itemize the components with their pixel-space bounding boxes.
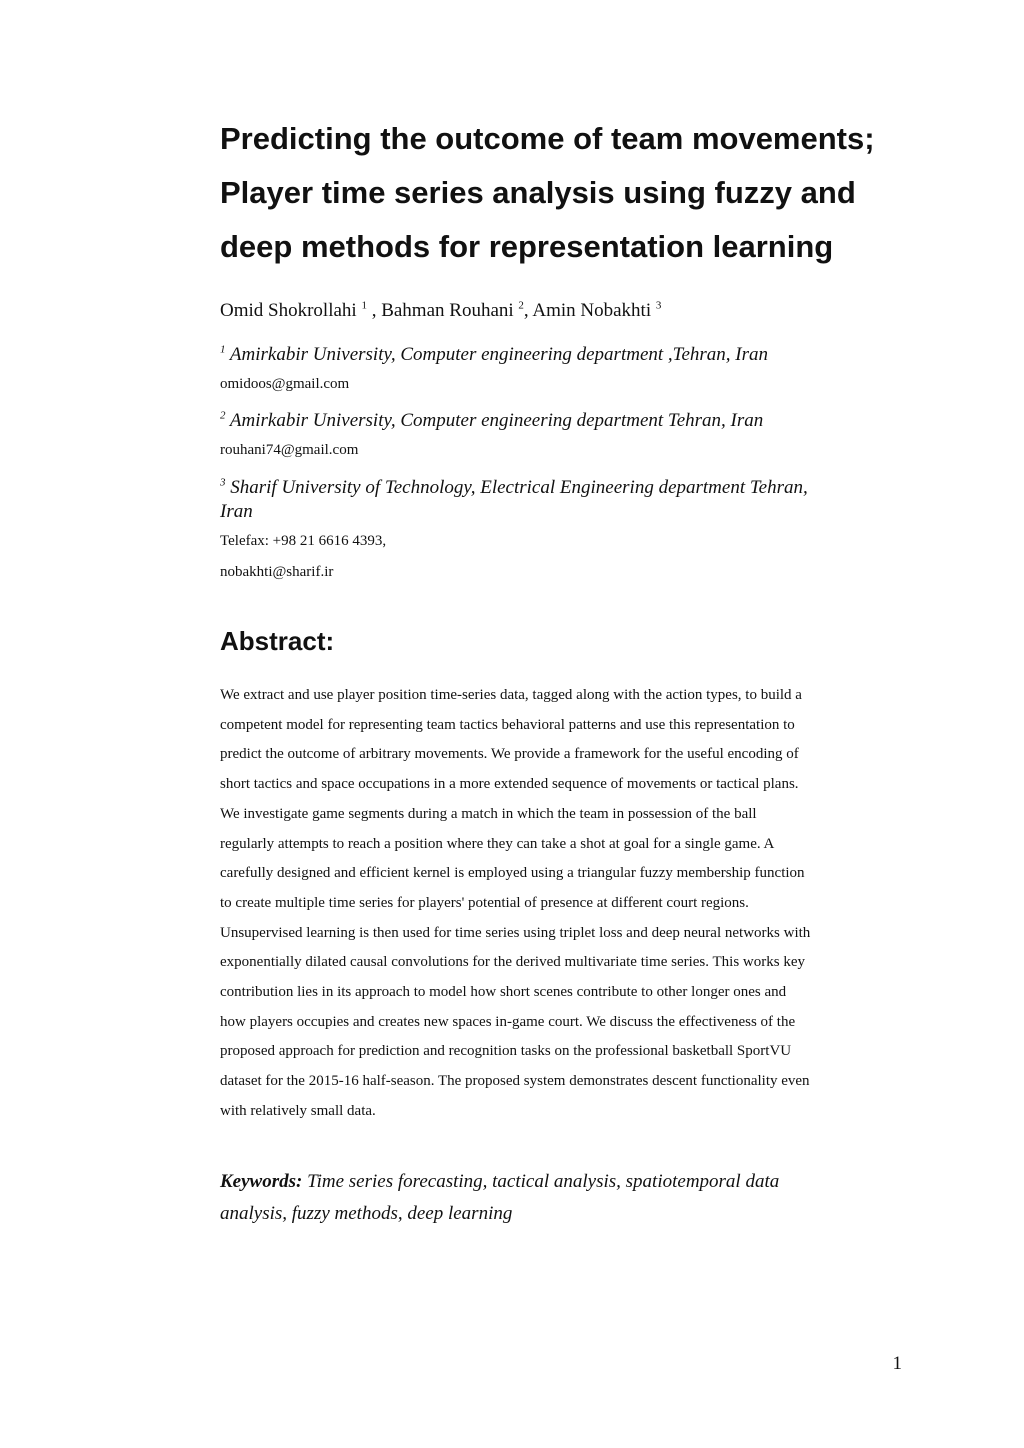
abstract-line-6: regularly attempts to reach a position where they can take a shot at goal for a single game. A [220,835,775,852]
affiliation-2 [220,409,900,433]
author-name-3: Amin Nobakhti [532,300,656,321]
affiliation-text-3-line-1: Sharif University of Technology, Electrical Engineering department Tehran, [225,477,808,498]
abstract-body [220,681,900,1127]
abstract-line-1: We extract and use player position time-series data, tagged along with the action types, to build a [220,687,802,703]
abstract-line-11: contribution lies in its approach to model how short scenes contribute to other longer ones and [220,984,787,1001]
abstract-line-3: predict the outcome of arbitrary movements. We provide a framework for the useful encoding of [220,746,799,763]
author-list [220,298,900,324]
abstract-line-15: with relatively small data. [220,1102,376,1119]
author-affiliation-marker-2: 2 [518,299,524,312]
keywords-line-1 [220,1166,900,1198]
paper-title [220,112,900,274]
affiliation-3 [220,476,900,524]
abstract-line-9: Unsupervised learning is then used for time series using triplet loss and deep neural networks with [220,924,811,941]
telefax: Telefax: +98 21 6616 4393, [220,533,387,549]
affiliation-1 [220,343,900,367]
title-line-1: Predicting the outcome of team movements; [220,121,875,156]
keywords-text-1: Time series forecasting, tactical analysis, spatiotemporal data [302,1170,780,1192]
affiliation-marker-1: 1 [220,343,226,356]
abstract-line-12: how players occupies and creates new spaces in-game court. We discuss the effectiveness of the [220,1013,796,1030]
affiliation-text-1: Amirkabir University, Computer engineering department ,Tehran, Iran [225,344,769,365]
email-3: nobakhti@sharif.ir [220,564,334,580]
page-number: 1 [892,1353,902,1374]
affiliation-text-2: Amirkabir University, Computer engineering department Tehran, Iran [225,410,764,431]
abstract-heading: Abstract: [220,626,335,656]
abstract-line-8: to create multiple time series for players' potential of presence at different court regions. [220,894,749,911]
affiliation-marker-2: 2 [220,409,226,422]
paper-content [220,112,900,1230]
abstract-line-4: short tactics and space occupations in a more extended sequence of movements or tactical plans. [220,776,799,793]
author-separator-2: , [523,300,533,321]
abstract-line-10: exponentially dilated causal convolutions for the derived multivariate time series. This works key [220,954,805,971]
affiliation-marker-3: 3 [220,476,226,489]
title-line-2: Player time series analysis using fuzzy and [220,175,856,210]
keywords-line-2: analysis, fuzzy methods, deep learning [220,1202,513,1224]
email-1: omidoos@gmail.com [220,376,350,392]
email-2: rouhani74@gmail.com [220,442,359,458]
author-name-1: Omid Shokrollahi [220,300,362,321]
abstract-line-7: carefully designed and efficient kernel is employed using a triangular fuzzy membership function [220,865,805,882]
abstract-line-5: We investigate game segments during a match in which the team in possession of the ball [220,805,757,822]
author-affiliation-marker-3: 3 [655,299,662,312]
title-line-3: deep methods for representation learning [220,229,834,264]
abstract-line-14: dataset for the 2015-16 half-season. The proposed system demonstrates descent functionality even [220,1073,810,1090]
keywords-section [220,1166,900,1230]
author-separator-1: , [366,300,382,321]
keywords-label: Keywords: [220,1170,303,1192]
abstract-line-2: competent model for representing team tactics behavioral patterns and use this representation to [220,716,795,733]
author-affiliation-marker-1: 1 [361,299,367,312]
affiliation-text-3-line-2: Iran [220,501,253,522]
author-name-2: Bahman Rouhani [381,300,519,321]
abstract-line-13: proposed approach for prediction and recognition tasks on the professional basketball SportVU [220,1043,792,1060]
